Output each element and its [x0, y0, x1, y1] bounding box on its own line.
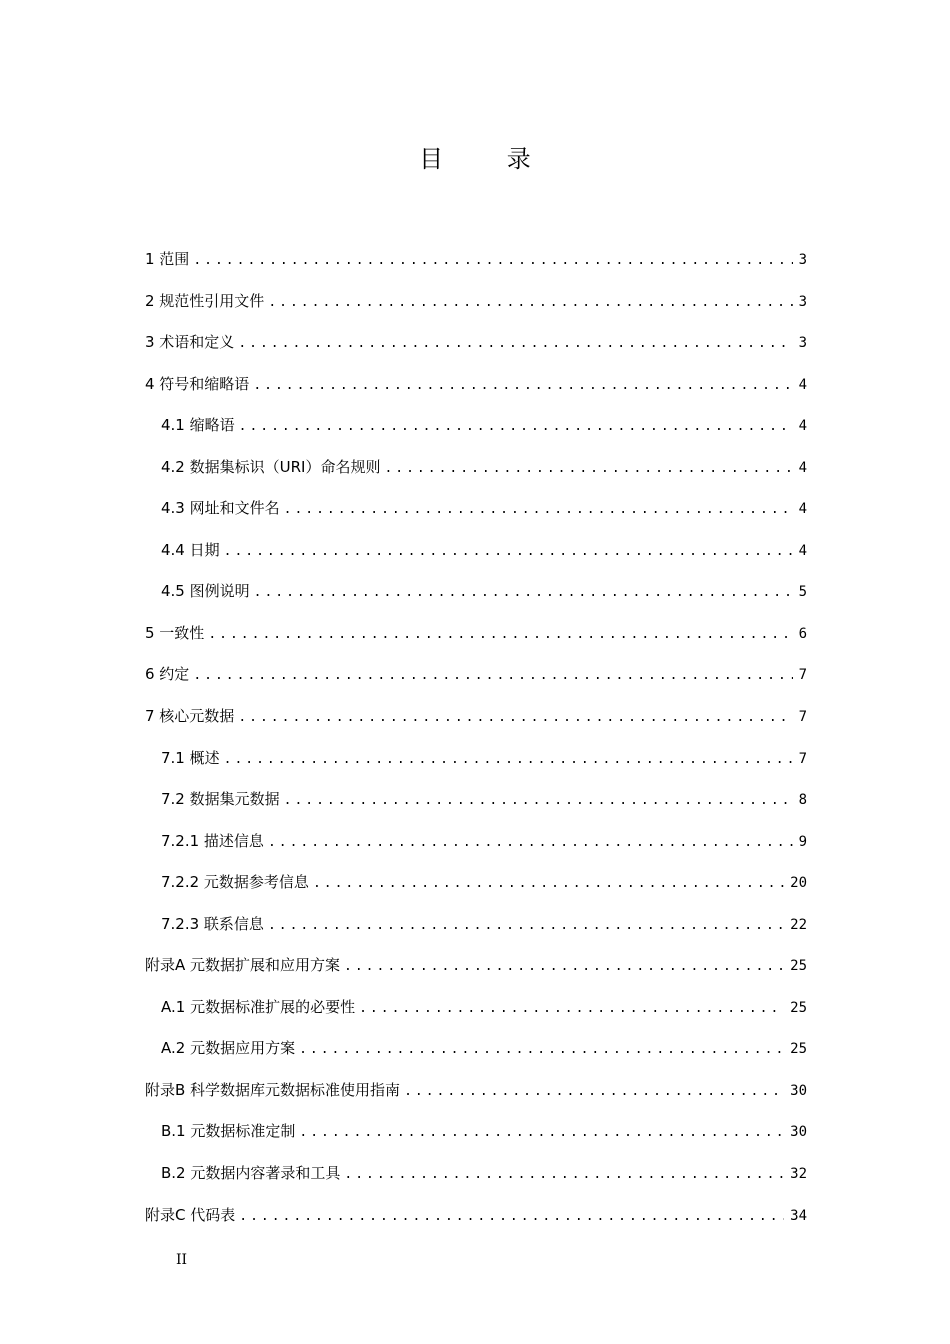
toc-entry-label: 4.5 图例说明	[161, 582, 250, 601]
toc-entry-label: 7.1 概述	[161, 748, 220, 767]
toc-dot-leader	[384, 458, 792, 480]
toc-entry[interactable]	[145, 830, 807, 872]
toc-entry[interactable]	[145, 248, 807, 290]
toc-entry-label: 4 符号和缩略语	[145, 374, 250, 393]
toc-dot-leader	[224, 749, 793, 771]
toc-entry[interactable]	[145, 1037, 807, 1079]
toc-dot-leader	[208, 624, 792, 646]
toc-entry[interactable]	[145, 497, 807, 539]
toc-entry[interactable]	[145, 913, 807, 955]
toc-entry-page: 3	[798, 335, 807, 352]
toc-entry-page: 30	[790, 1124, 807, 1141]
toc-entry-page: 22	[790, 916, 807, 933]
toc-entry-page: 25	[790, 958, 807, 975]
toc-entry-page: 3	[798, 293, 807, 310]
toc-dot-leader	[193, 250, 792, 272]
toc-dot-leader	[284, 790, 793, 812]
toc-entry[interactable]	[145, 539, 807, 581]
toc-entry-page: 34	[790, 1207, 807, 1224]
toc-entry-label: 7.2.3 联系信息	[161, 914, 264, 933]
toc-entry[interactable]	[145, 663, 807, 705]
toc-dot-leader	[344, 956, 784, 978]
toc-entry-label: 7.2.1 描述信息	[161, 831, 264, 850]
toc-entry-page: 7	[798, 709, 807, 726]
toc-dot-leader	[313, 873, 784, 895]
toc-entry[interactable]	[145, 1204, 807, 1246]
toc-entry[interactable]	[145, 1120, 807, 1162]
toc-entry-page: 4	[798, 501, 807, 518]
toc-entry-label: A.1 元数据标准扩展的必要性	[161, 997, 356, 1016]
toc-entry-page: 30	[790, 1082, 807, 1099]
toc-dot-leader	[239, 1206, 784, 1228]
toc-dot-leader	[253, 375, 792, 397]
toc-dot-leader	[268, 292, 792, 314]
toc-entry-page: 4	[798, 376, 807, 393]
toc-entry-page: 5	[798, 584, 807, 601]
toc-entry[interactable]	[145, 622, 807, 664]
toc-entry-page: 4	[798, 542, 807, 559]
table-of-contents	[145, 248, 807, 1245]
toc-entry-label: A.2 元数据应用方案	[161, 1039, 296, 1058]
toc-entry-page: 4	[798, 418, 807, 435]
toc-dot-leader	[268, 915, 784, 937]
toc-entry[interactable]	[145, 331, 807, 373]
toc-entry[interactable]	[145, 414, 807, 456]
toc-entry-label: 5 一致性	[145, 623, 205, 642]
toc-entry-page: 9	[798, 833, 807, 850]
toc-entry-label: 7.2 数据集元数据	[161, 790, 280, 809]
toc-dot-leader	[268, 832, 793, 854]
toc-entry-label: 4.3 网址和文件名	[161, 499, 280, 518]
toc-entry[interactable]	[145, 290, 807, 332]
toc-entry-label: 附录B 科学数据库元数据标准使用指南	[145, 1080, 401, 1099]
toc-entry-page: 8	[798, 792, 807, 809]
toc-entry-label: 1 范围	[145, 250, 190, 268]
toc-entry-label: 7.2.2 元数据参考信息	[161, 873, 309, 892]
toc-dot-leader	[238, 707, 792, 729]
toc-entry[interactable]	[145, 954, 807, 996]
toc-dot-leader	[254, 582, 793, 604]
toc-entry-label: 7 核心元数据	[145, 707, 235, 726]
toc-entry-label: 6 约定	[145, 665, 190, 684]
toc-dot-leader	[299, 1122, 784, 1144]
toc-entry-page: 6	[798, 625, 807, 642]
toc-entry-label: 附录A 元数据扩展和应用方案	[145, 956, 341, 975]
toc-dot-leader	[299, 1039, 784, 1061]
toc-dot-leader	[404, 1081, 784, 1103]
toc-entry-page: 3	[798, 252, 807, 268]
toc-entry-page: 25	[790, 999, 807, 1016]
toc-entry[interactable]	[145, 456, 807, 498]
toc-dot-leader	[359, 998, 784, 1020]
toc-entry-label: 4.2 数据集标识（URI）命名规则	[161, 457, 381, 476]
page-title: 目 录	[419, 145, 559, 173]
toc-entry-label: 附录C 代码表	[145, 1205, 236, 1224]
toc-entry-page: 25	[790, 1041, 807, 1058]
page-number: II	[176, 1252, 188, 1268]
toc-entry[interactable]	[145, 788, 807, 830]
toc-entry-page: 4	[798, 459, 807, 476]
toc-entry-page: 7	[798, 667, 807, 684]
toc-entry[interactable]	[145, 373, 807, 415]
toc-dot-leader	[193, 665, 792, 687]
toc-dot-leader	[224, 541, 793, 563]
toc-entry-label: B.2 元数据内容著录和工具	[161, 1164, 341, 1183]
toc-entry-label: 4.4 日期	[161, 540, 220, 559]
toc-entry[interactable]	[145, 996, 807, 1038]
toc-dot-leader	[239, 416, 793, 438]
toc-entry-label: 2 规范性引用文件	[145, 291, 265, 310]
toc-entry-label: 3 术语和定义	[145, 333, 235, 352]
toc-entry[interactable]	[145, 1162, 807, 1204]
toc-dot-leader	[344, 1164, 784, 1186]
toc-dot-leader	[284, 499, 793, 521]
toc-entry[interactable]	[145, 1079, 807, 1121]
toc-dot-leader	[238, 333, 792, 355]
toc-entry-page: 20	[790, 875, 807, 892]
toc-entry-page: 32	[790, 1166, 807, 1183]
toc-entry-page: 7	[798, 750, 807, 767]
toc-entry[interactable]	[145, 580, 807, 622]
toc-entry[interactable]	[145, 747, 807, 789]
toc-entry-label: B.1 元数据标准定制	[161, 1122, 296, 1141]
toc-entry[interactable]	[145, 871, 807, 913]
toc-entry-label: 4.1 缩略语	[161, 416, 235, 435]
toc-entry[interactable]	[145, 705, 807, 747]
